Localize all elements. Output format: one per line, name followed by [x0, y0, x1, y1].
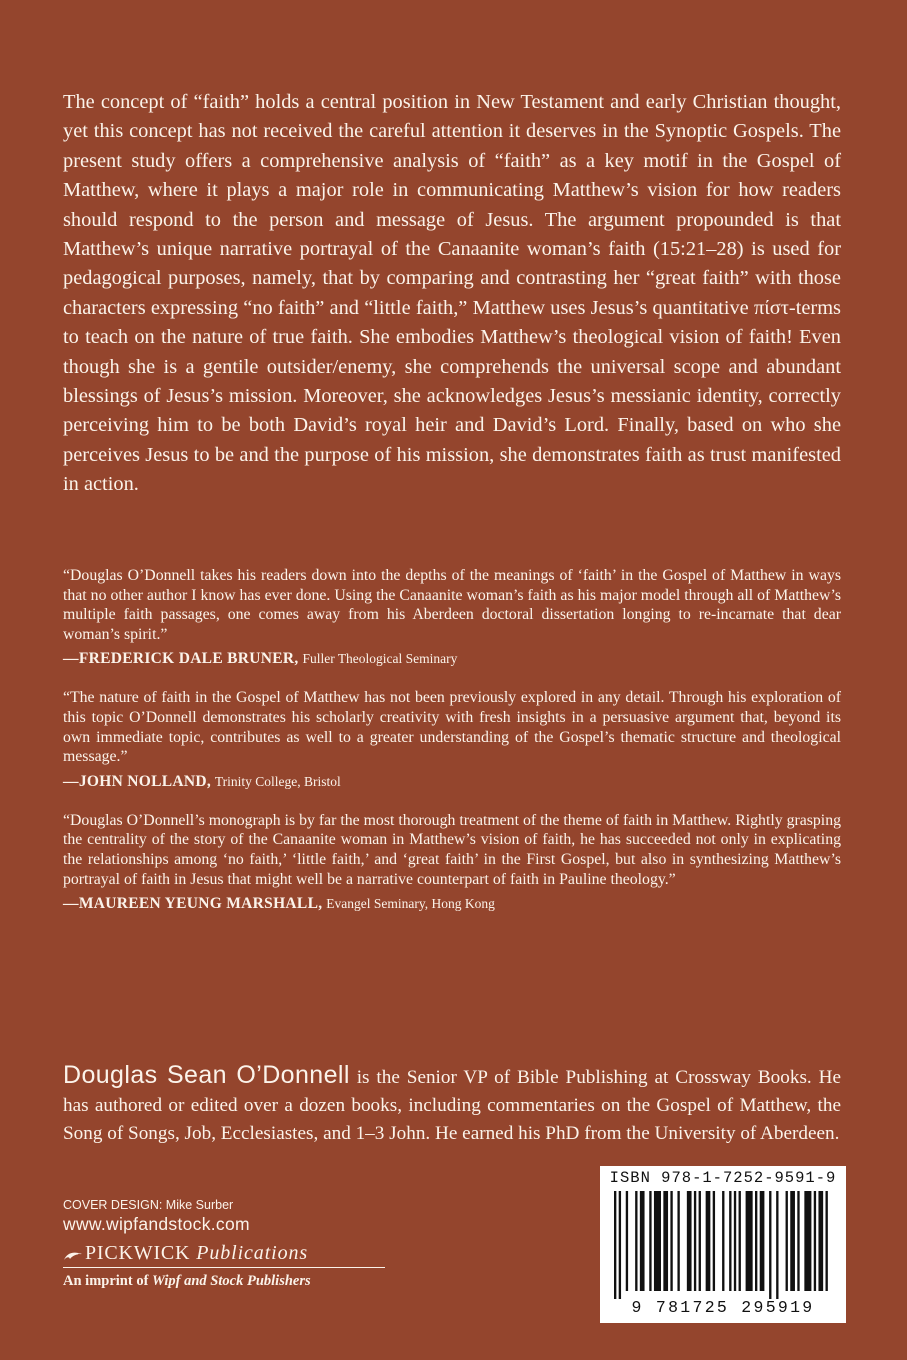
endorsement — [63, 566, 841, 668]
publisher-logo — [63, 1242, 385, 1268]
publisher-name — [85, 1242, 308, 1264]
endorsement-quote: “Douglas O’Donnell’s monograph is by far the most thorough treatment of the theme of faith in Matthew. Rightly grasping the centrality of the story of the Canaanite woman in Matthew’s vision of faith, he has succeeded not only in explicating the relationships among ‘no faith,’ ‘little faith,’ and ‘great faith’ in the First Gospel, but also in synthesizing Matthew’s portrayal of faith in Jesus that might well be a narrative counterpart of faith in Pauline theology.” — [63, 811, 841, 888]
barcode-bar — [746, 1191, 753, 1291]
barcode-bar — [729, 1191, 731, 1291]
pickwick-bird-icon — [63, 1250, 83, 1264]
barcode-bar — [654, 1191, 661, 1291]
endorsement — [63, 811, 841, 913]
barcode-bar — [614, 1191, 616, 1299]
endorsement-attribution — [63, 773, 841, 791]
barcode-bar — [640, 1191, 645, 1291]
endorser-name: FREDERICK DALE BRUNER, — [78, 650, 299, 668]
barcode-bar — [776, 1191, 778, 1299]
isbn-barcode — [600, 1166, 846, 1323]
barcode-bar — [755, 1191, 757, 1291]
cover-design-label: COVER DESIGN: — [63, 1198, 163, 1212]
endorsement-quote: “Douglas O’Donnell takes his readers down into the depths of the meanings of ‘faith’ in the Gospel of Matthew in ways that no other author I know has ever done. Using the Canaanite woman’s faith as his major model through all of Matthew’s multiple faith passages, one comes away from his Aberdeen doctoral dissertation longing to re-incarnate that dear woman’s spirit.” — [63, 567, 841, 643]
barcode-bar — [790, 1191, 795, 1291]
barcode-bar — [713, 1191, 715, 1291]
publisher-name-word2: Publications — [190, 1242, 309, 1264]
imprint-prefix: An imprint of — [63, 1273, 153, 1289]
barcode-bar — [804, 1191, 811, 1291]
barcode-bar — [769, 1191, 771, 1299]
barcode-bars — [608, 1191, 838, 1299]
barcode-bar — [814, 1191, 816, 1291]
barcode-bar — [706, 1191, 711, 1291]
barcode-bar — [739, 1191, 741, 1291]
cover-design-credit — [63, 1198, 403, 1212]
book-synopsis: The concept of “faith” holds a central position in New Testament and early Christian thought, yet this concept has not received the careful attention it deserves in the Synoptic Gospels. The present study offers a comprehensive analysis of “faith” as a key motif in the Gospel of Matthew, where it plays a major role in communicating Matthew’s vision for how readers should respond to the person and message of Jesus. The argument propounded is that Matthew’s unique narrative portrayal of the Canaanite woman’s faith (15:21–28) is used for pedagogical purposes, namely, that by comparing and contrasting her “great faith” with those characters expressing “no faith” and “little faith,” Matthew uses Jesus’s quantitative πίστ-terms to teach on the nature of true faith. She embodies Matthew’s theological vision of faith! Even though she is a gentile outsider/enemy, she comprehends the universal scope and abundant blessings of Jesus’s mission. Moreover, she acknowledges Jesus’s messianic identity, correctly perceiving him to be both David’s royal heir and David’s Lord. Finally, based on who she perceives Jesus to be and the purpose of his mission, she demonstrates faith as trust manifested in action. — [63, 91, 841, 496]
endorsement — [63, 688, 841, 790]
publisher-website: www.wipfandstock.com — [63, 1214, 250, 1234]
publisher-name-word1: PICKWICK — [85, 1242, 191, 1264]
barcode-bar — [797, 1191, 799, 1291]
barcode-bar — [826, 1191, 828, 1291]
endorsement-attribution — [63, 895, 841, 913]
imprint-publisher: Wipf and Stock Publishers — [152, 1273, 311, 1289]
barcode-bar — [626, 1191, 628, 1291]
isbn-label: ISBN 978-1-7252-9591-9 — [609, 1169, 837, 1187]
barcode-bar — [694, 1191, 696, 1291]
barcode-bar — [760, 1191, 765, 1291]
imprint-line — [63, 1272, 403, 1290]
endorser-affiliation: Evangel Seminary, Hong Kong — [326, 896, 495, 912]
endorser-affiliation: Fuller Theological Seminary — [302, 651, 458, 667]
author-bio-text: is the Senior VP of Bible Publishing at Crossway Books. He has authored or edited over a dozen books, including commentaries on the Gospel of Matthew, the Song of Songs, Job, Ecclesiastes, and 1–3 John. He earned his PhD from the University of Aberdeen. — [63, 1067, 841, 1144]
barcode-bar — [663, 1191, 668, 1291]
isbn-digits: 9 781725 295919 — [631, 1298, 815, 1317]
endorser-affiliation: Trinity College, Bristol — [214, 773, 341, 789]
barcode-bar — [619, 1191, 621, 1299]
publisher-footer — [63, 1198, 403, 1290]
author-name: Douglas Sean O’Donnell — [63, 1061, 350, 1089]
endorsement-quote: “The nature of faith in the Gospel of Matthew has not been previously explored in any detail. Through his exploration of this topic O’Donnell demonstrates his scholarly creativity with fresh insights in a persuasive argument that, beyond its own immediate topic, contributes as well to a greater understanding of the Gospel’s thematic structure and theological message.” — [63, 689, 841, 766]
endorsements — [63, 566, 841, 913]
author-bio — [63, 1061, 841, 1148]
barcode-bar — [699, 1191, 701, 1291]
endorser-name: JOHN NOLLAND, — [78, 772, 212, 790]
endorsement-attribution — [63, 650, 841, 668]
em-dash: — — [63, 772, 79, 790]
barcode-bar — [818, 1191, 823, 1291]
em-dash: — — [63, 650, 79, 668]
cover-designer: Mike Surber — [162, 1198, 234, 1212]
barcode-bar — [786, 1191, 788, 1291]
endorser-name: MAUREEN YEUNG MARSHALL, — [78, 895, 323, 913]
barcode-bar — [635, 1191, 637, 1291]
barcode-bar — [677, 1191, 679, 1291]
barcode-bar — [722, 1191, 724, 1291]
barcode-bar — [649, 1191, 651, 1291]
barcode-bar — [687, 1191, 692, 1291]
barcode-bar — [734, 1191, 736, 1291]
em-dash: — — [63, 895, 79, 913]
barcode-bar — [670, 1191, 672, 1291]
